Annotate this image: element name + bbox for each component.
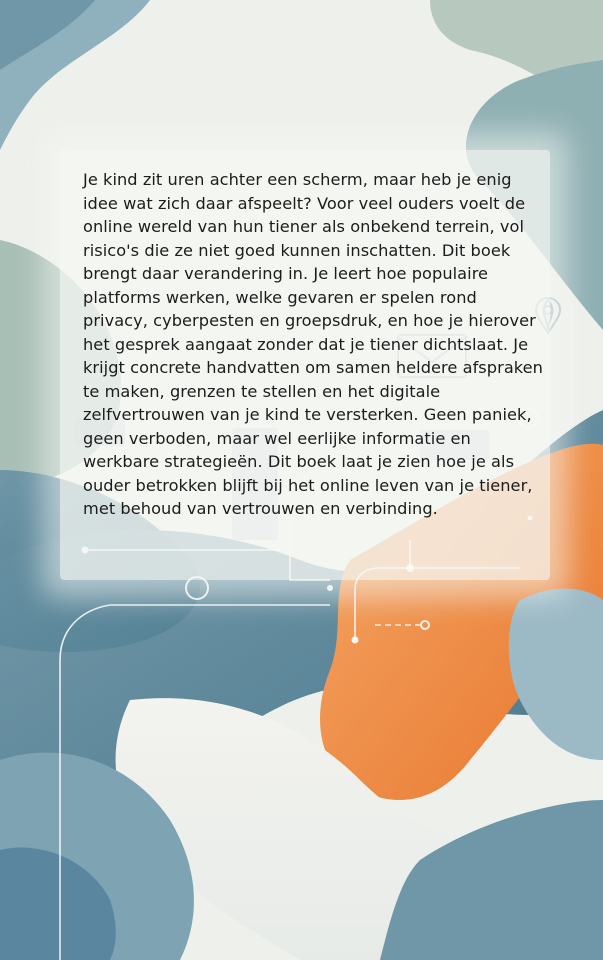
- back-cover-blurb: Je kind zit uren achter een scherm, maar heb je enig idee wat zich daar afspeelt? Voor veel ouders voelt de online wereld van hun tiener als onbekend terrein, vol risico's die ze niet goed kunnen inschatten. Dit boek brengt daar verandering in. Je leert hoe populaire platforms werken, welke gevaren er spelen rond privacy, cyberpesten en groepsdruk, en hoe je hierover het gesprek aangaat zonder dat je tiener dichtslaat. Je krijgt concrete handvatten om samen heldere afspraken te maken, grenzen te stellen en het digitale zelfvertrouwen van je kind te versterken. Geen paniek, geen verboden, maar wel eerlijke informatie en werkbare strategieën. Dit boek laat je zien hoe je als ouder betrokken blijft bij het online leven van je tiener, met behoud van vertrouwen en verbinding.: [83, 170, 543, 518]
